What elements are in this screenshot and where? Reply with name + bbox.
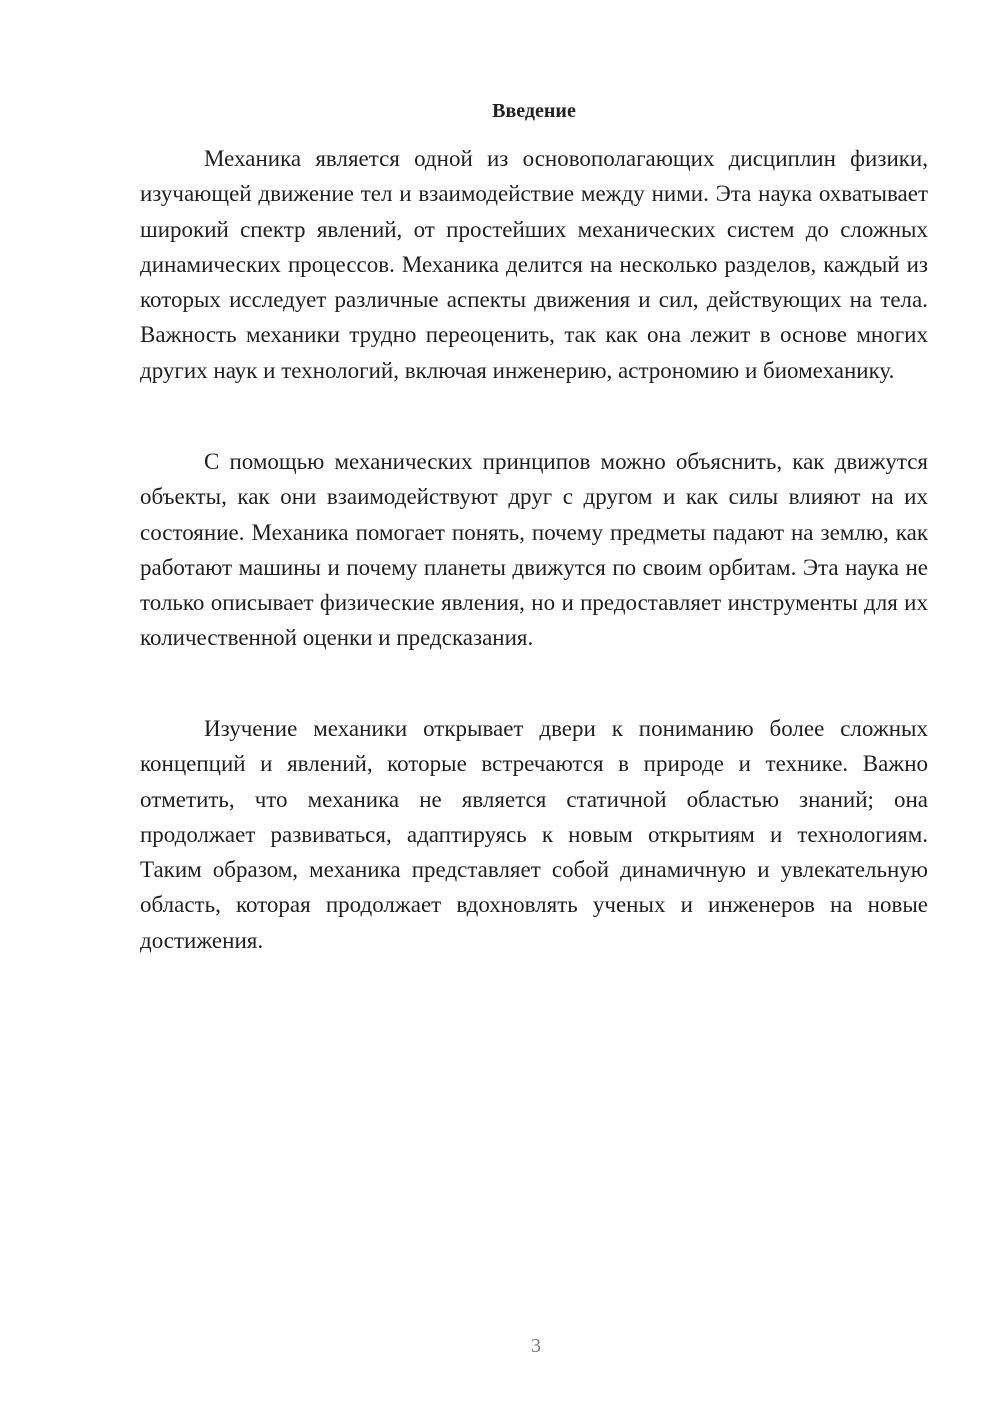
- paragraph-3: Изучение механики открывает двери к пониманию более сложных концепций и явлений, которые встречаются в природе и технике. Важно отметить, что механика не является статичной областью знаний; она продолжает развиваться, адаптируясь к новым открытиям и технологиям. Таким образом, механика представляет собой динамичную и увлекательную область, которая продолжает вдохновлять ученых и инженеров на новые достижения.: [140, 716, 928, 953]
- paragraph-1: Механика является одной из основополагающих дисциплин физики, изучающей движение тел и взаимодействие между ними. Эта наука охватывает широкий спектр явлений, от простейших механических систем до сложных динамических процессов. Механика делится на несколько разделов, каждый из которых исследует различные аспекты движения и сил, действующих на тела. Важность механики трудно переоценить, так как она лежит в основе многих других наук и технологий, включая инженерию, астрономию и биомеханику.: [140, 146, 928, 383]
- paragraph-2: С помощью механических принципов можно объяснить, как движутся объекты, как они взаимодействуют друг с другом и как силы влияют на их состояние. Механика помогает понять, почему предметы падают на землю, как работают машины и почему планеты движутся по своим орбитам. Эта наука не только описывает физические явления, но и предоставляет инструменты для их количественной оценки и предсказания.: [140, 449, 928, 651]
- section-heading: Введение: [492, 100, 576, 122]
- page-number: 3: [531, 1335, 541, 1357]
